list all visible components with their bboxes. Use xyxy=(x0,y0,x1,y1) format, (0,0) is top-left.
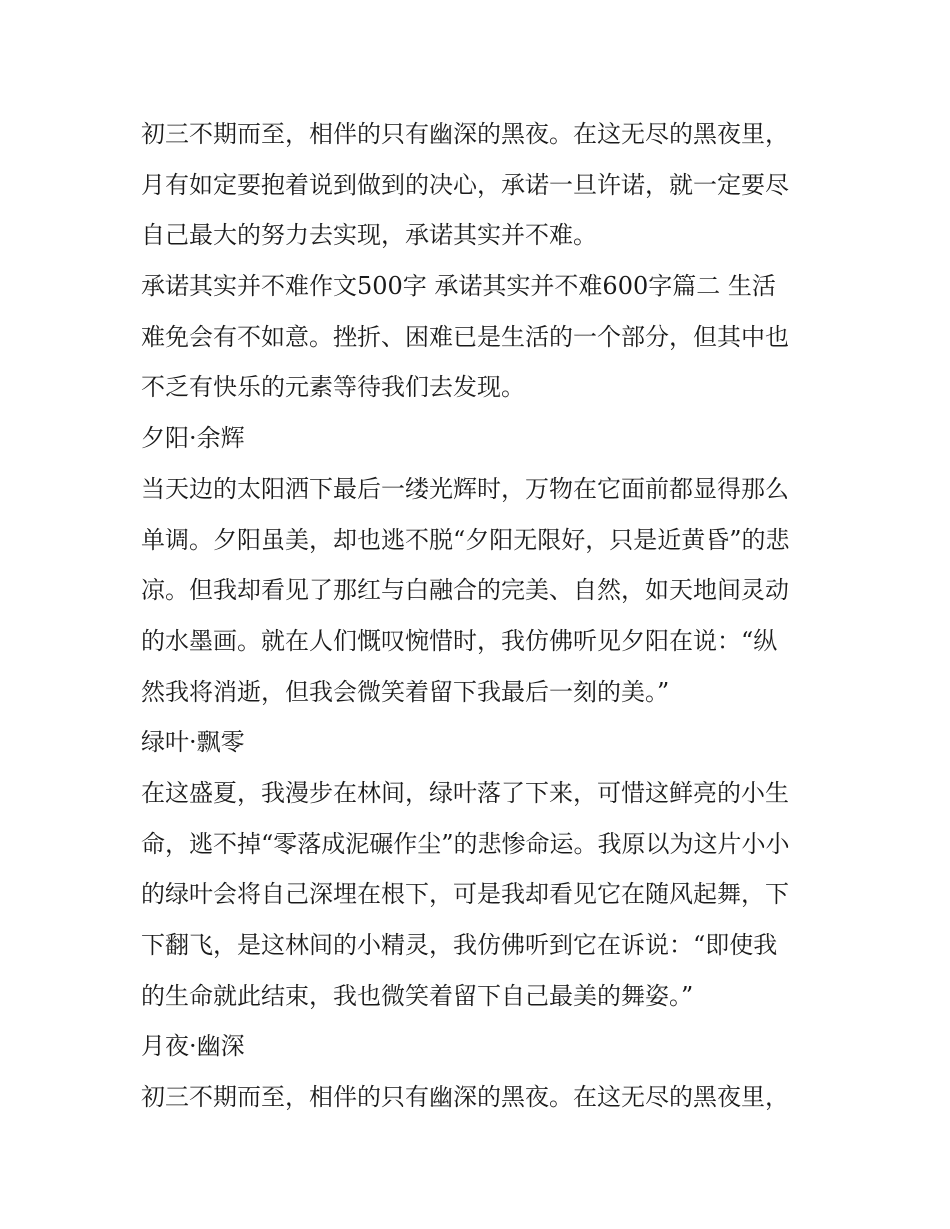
text-line: 下翻飞，是这林间的小精灵，我仿佛听到它在诉说：“即使我 xyxy=(141,931,778,959)
section-heading: 绿叶·飘零 xyxy=(141,728,245,757)
section-heading: 月夜·幽深 xyxy=(141,1032,245,1061)
text-line: 然我将消逝，但我会微笑着留下我最后一刻的美。” xyxy=(141,677,670,706)
text-line: 的水墨画。就在人们慨叹惋惜时，我仿佛听见夕阳在说：“纵 xyxy=(141,626,778,655)
text-line: 凉。但我却看见了那红与白融合的完美、自然，如天地间灵动 xyxy=(141,576,789,605)
text-line: 命，逃不掉“零落成泥碾作尘”的悲惨命运。我原以为这片小小 xyxy=(141,829,790,858)
text-line: 初三不期而至，相伴的只有幽深的黑夜。在这无尽的黑夜里， xyxy=(141,1083,789,1112)
text-line: 承诺其实并不难作文500字 承诺其实并不难600字篇二 生活 xyxy=(141,272,776,301)
text-line: 难免会有不如意。挫折、困难已是生活的一个部分，但其中也 xyxy=(141,322,789,351)
text-line: 的绿叶会将自己深埋在根下，可是我却看见它在随风起舞，下 xyxy=(141,880,789,909)
text-line: 初三不期而至，相伴的只有幽深的黑夜。在这无尽的黑夜里， xyxy=(141,120,789,148)
text-line: 自己最大的努力去实现，承诺其实并不难。 xyxy=(141,221,597,250)
text-line: 的生命就此结束，我也微笑着留下自己最美的舞姿。” xyxy=(141,981,694,1010)
text-line: 月有如定要抱着说到做到的决心，承诺一旦许诺，就一定要尽 xyxy=(141,170,789,199)
text-line: 单调。夕阳虽美，却也逃不脱“夕阳无限好，只是近黄昏”的悲 xyxy=(141,525,790,554)
section-heading: 夕阳·余辉 xyxy=(141,424,245,453)
text-line: 当天边的太阳洒下最后一缕光辉时，万物在它面前都显得那么 xyxy=(141,474,789,503)
text-line: 在这盛夏，我漫步在林间，绿叶落了下来，可惜这鲜亮的小生 xyxy=(141,778,789,807)
text-line: 不乏有快乐的元素等待我们去发现。 xyxy=(141,373,525,402)
document-page xyxy=(141,109,813,1123)
